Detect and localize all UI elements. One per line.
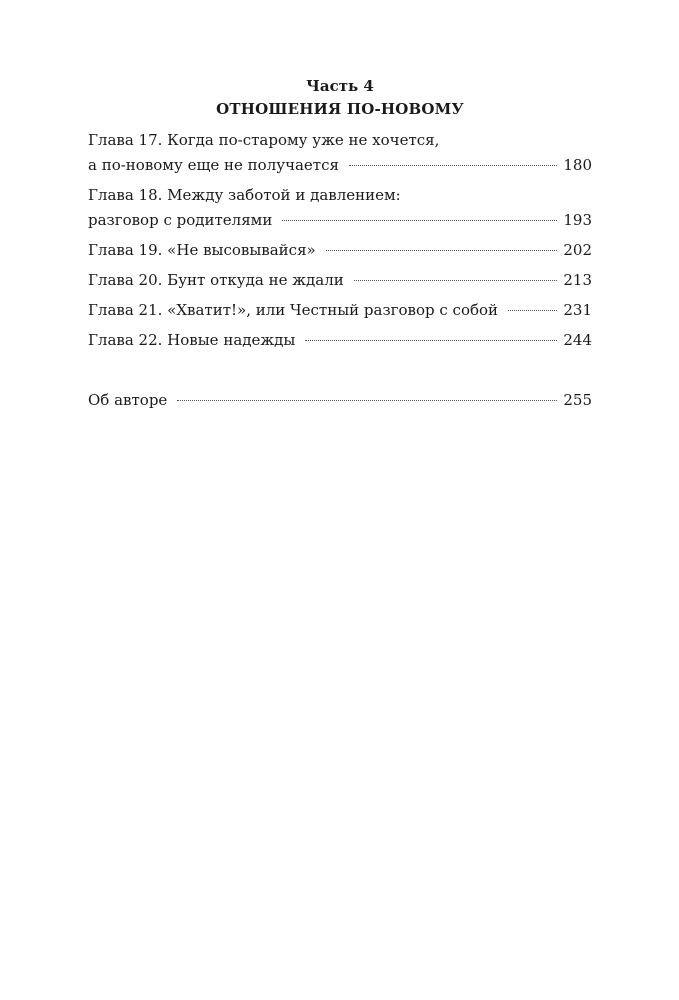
toc-page-number: 180 — [563, 156, 592, 174]
toc-entry-title: Глава 20. Бунт откуда не ждали — [88, 271, 344, 289]
part-label: Часть 4 — [306, 77, 374, 95]
dot-leader — [349, 165, 557, 166]
dot-leader — [305, 340, 557, 341]
toc-entry-title: Глава 17. Когда по-старому уже не хочется, — [88, 131, 440, 149]
toc-entry-chapter-17[interactable] — [88, 128, 592, 178]
dot-leader — [354, 280, 558, 281]
dot-leader — [326, 250, 558, 251]
toc-entry-title: Глава 22. Новые надежды — [88, 331, 296, 349]
table-of-contents — [88, 128, 592, 418]
toc-entry-chapter-22[interactable] — [88, 328, 592, 353]
toc-entry-title: Об авторе — [88, 391, 168, 409]
dot-leader — [177, 400, 557, 401]
toc-entry-title-cont: разговор с родителями — [88, 211, 273, 229]
toc-entry-title: Глава 19. «Не высовывайся» — [88, 241, 316, 259]
part-title: ОТНОШЕНИЯ ПО-НОВОМУ — [216, 100, 464, 118]
toc-entry-chapter-21[interactable] — [88, 298, 592, 323]
toc-entry-title: Глава 18. Между заботой и давлением: — [88, 186, 401, 204]
toc-page-number: 193 — [563, 211, 592, 229]
dot-leader — [508, 310, 557, 311]
toc-entry-chapter-18[interactable] — [88, 183, 592, 233]
toc-entry-about-author[interactable] — [88, 388, 592, 413]
toc-page-number: 231 — [563, 301, 592, 319]
toc-entry-chapter-20[interactable] — [88, 268, 592, 293]
toc-entry-title-cont: а по-новому еще не получается — [88, 156, 339, 174]
toc-page-number: 255 — [563, 391, 592, 409]
toc-page-number: 202 — [563, 241, 592, 259]
spacer — [88, 358, 592, 388]
toc-entry-title: Глава 21. «Хватит!», или Честный разговор с собой — [88, 301, 499, 319]
toc-page-number: 244 — [563, 331, 592, 349]
toc-entry-chapter-19[interactable] — [88, 238, 592, 263]
dot-leader — [282, 220, 557, 221]
toc-page-number: 213 — [563, 271, 592, 289]
